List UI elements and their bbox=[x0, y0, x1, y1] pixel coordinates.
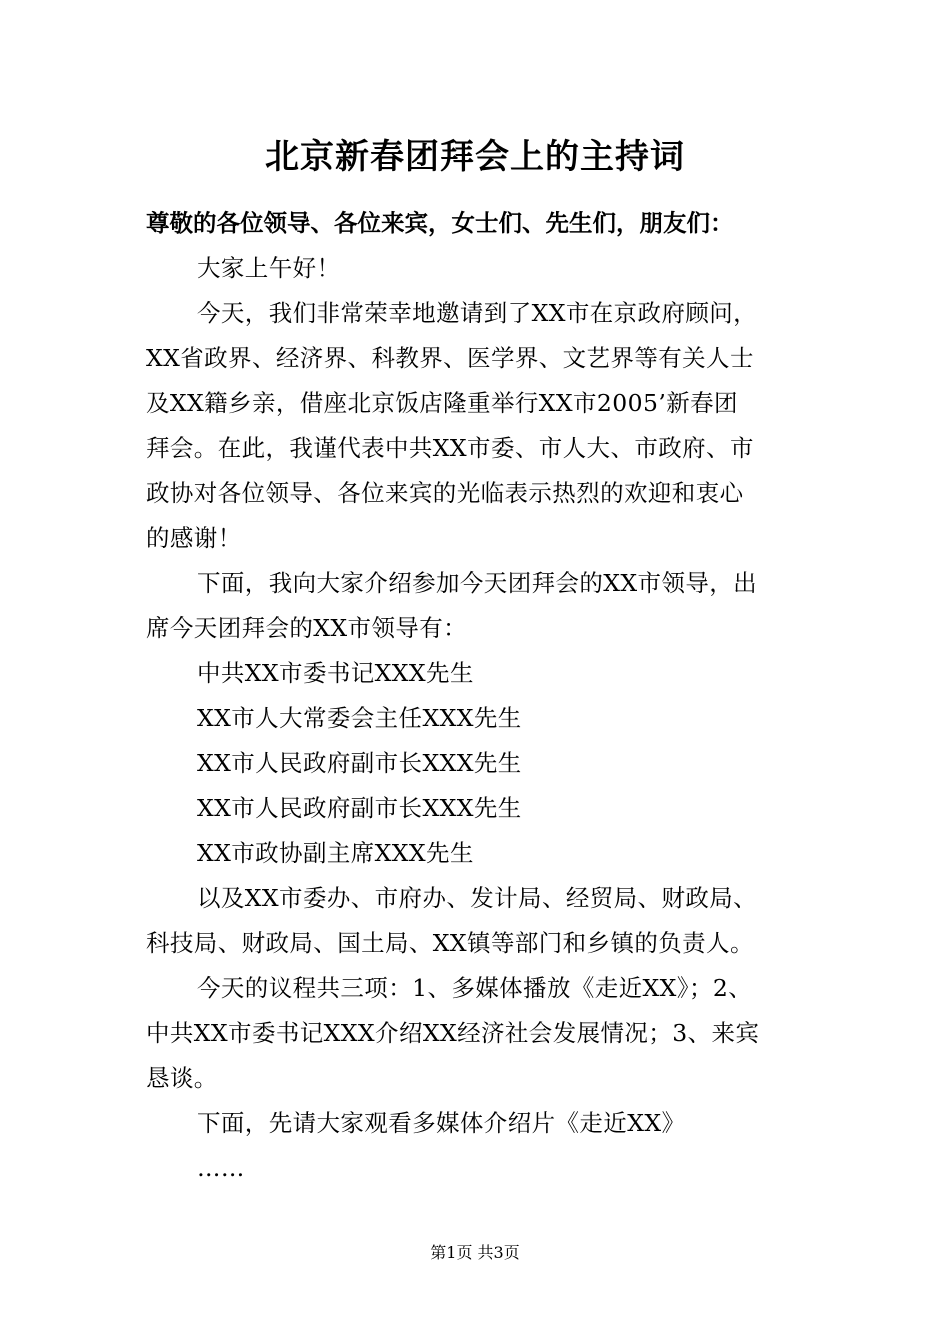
text-line: 今天的议程共三项：1、多媒体播放《走近XX》；2、 bbox=[197, 974, 753, 1002]
text-line: 政协对各位领导、各位来宾的光临表示热烈的欢迎和衷心 bbox=[146, 479, 744, 507]
text-line: 大家上午好！ bbox=[197, 254, 341, 282]
text-line: XX省政界、经济界、科教界、医学界、文艺界等有关人士 bbox=[146, 344, 754, 372]
text-line: 以及XX市委办、市府办、发计局、经贸局、财政局、 bbox=[197, 884, 758, 912]
leader-list-item: XX市人民政府副市长XXX先生 bbox=[197, 749, 522, 777]
page-title: 北京新春团拜会上的主持词 bbox=[265, 137, 685, 177]
page-indicator: 第1页 共3页 bbox=[430, 1243, 520, 1262]
text-line: 科技局、财政局、国土局、XX镇等部门和乡镇的负责人。 bbox=[146, 929, 754, 957]
ellipsis: …… bbox=[197, 1154, 245, 1182]
text-line: 拜会。在此，我谨代表中共XX市委、市人大、市政府、市 bbox=[146, 434, 754, 462]
text-line: 今天，我们非常荣幸地邀请到了XX市在京政府顾问， bbox=[197, 299, 758, 327]
leader-list-item: XX市人大常委会主任XXX先生 bbox=[197, 704, 522, 732]
leader-list-item: XX市政协副主席XXX先生 bbox=[197, 839, 474, 867]
leader-list-item: XX市人民政府副市长XXX先生 bbox=[197, 794, 522, 822]
text-line: 席今天团拜会的XX市领导有： bbox=[146, 614, 468, 642]
text-line: 的感谢！ bbox=[146, 524, 242, 552]
text-line: 下面，我向大家介绍参加今天团拜会的XX市领导，出 bbox=[197, 569, 758, 597]
text-line: 下面，先请大家观看多媒体介绍片《走近XX》 bbox=[197, 1109, 686, 1137]
text-line: 恳谈。 bbox=[146, 1064, 218, 1092]
text-line: 中共XX市委书记XXX介绍XX经济社会发展情况；3、来宾 bbox=[146, 1019, 760, 1047]
salutation: 尊敬的各位领导、各位来宾，女士们、先生们，朋友们： bbox=[146, 209, 734, 237]
text-line: 及XX籍乡亲，借座北京饭店隆重举行XX市2005’新春团 bbox=[146, 389, 738, 417]
leader-list-item: 中共XX市委书记XXX先生 bbox=[197, 659, 474, 687]
